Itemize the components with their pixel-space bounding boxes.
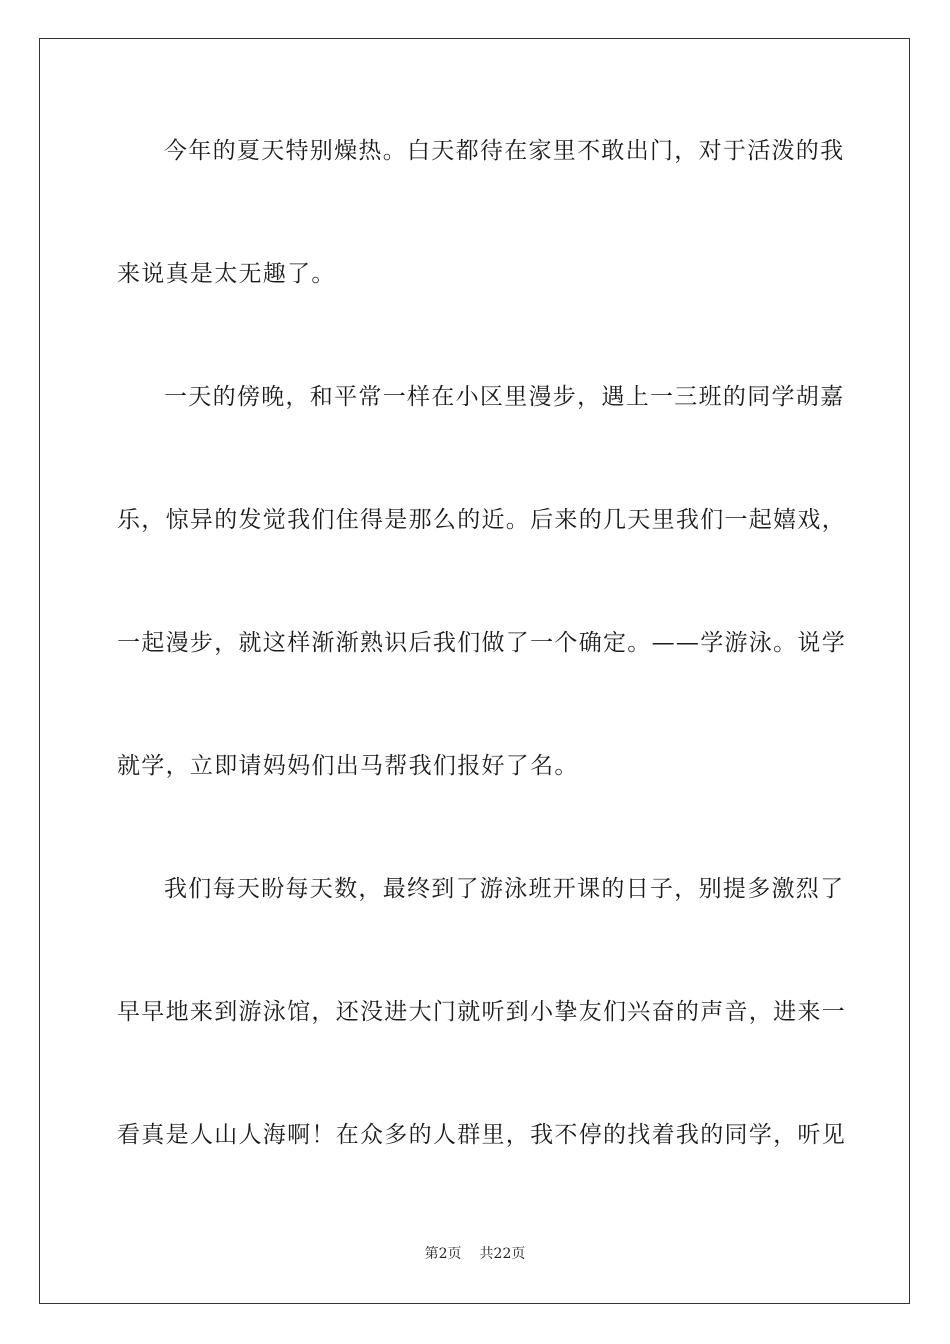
page-number: 第2页 (424, 1246, 462, 1262)
paragraph-3-line-3: 看真是人山人海啊！在众多的人群里，我不停的找着我的同学，听见 (117, 1122, 846, 1148)
paragraph-2-line-3: 一起漫步，就这样渐渐熟识后我们做了一个确定。——学游泳。说学 (117, 630, 846, 656)
paragraph-3-line-2: 早早地来到游泳馆，还没进大门就听到小挚友们兴奋的声音，进来一 (117, 999, 846, 1025)
page-total: 共22页 (479, 1246, 526, 1262)
paragraph-2-line-2: 乐，惊异的发觉我们住得是那么的近。后来的几天里我们一起嬉戏， (117, 507, 846, 533)
paragraph-2-line-4: 就学，立即请妈妈们出马帮我们报好了名。 (117, 753, 579, 779)
page-footer (0, 1245, 950, 1263)
paragraph-1-line-1: 今年的夏天特别燥热。白天都待在家里不敢出门，对于活泼的我 (164, 138, 845, 164)
paragraph-3-line-1: 我们每天盼每天数，最终到了游泳班开课的日子，别提多激烈了 (164, 876, 845, 902)
paragraph-2-line-1: 一天的傍晚，和平常一样在小区里漫步，遇上一三班的同学胡嘉 (164, 384, 845, 410)
page-border (39, 38, 910, 1304)
paragraph-1-line-2: 来说真是太无趣了。 (117, 261, 336, 287)
